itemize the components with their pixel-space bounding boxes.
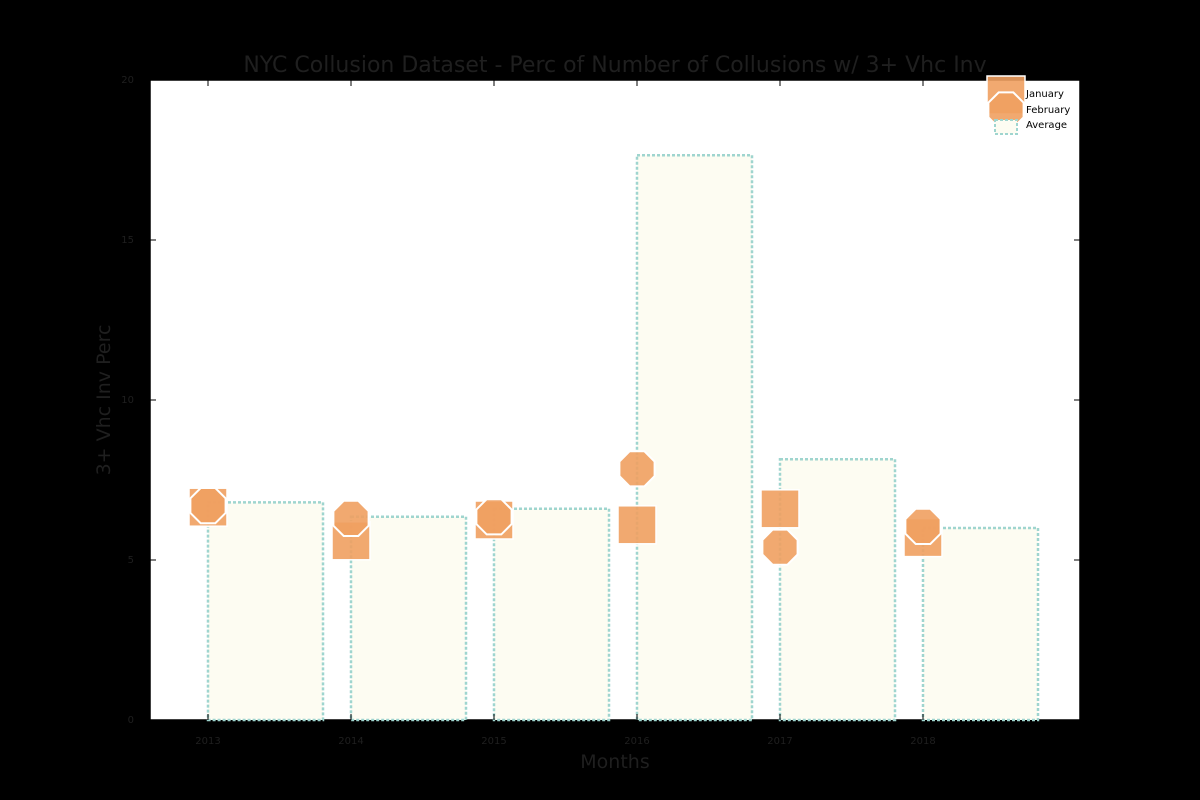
legend-label-average: Average	[1026, 120, 1068, 131]
y-tick-label: 0	[127, 715, 134, 726]
marker-january-2016	[618, 506, 656, 544]
bar-average-2013	[208, 502, 323, 720]
marker-february-2016	[619, 451, 654, 486]
legend-label-january: January	[1026, 89, 1064, 100]
x-tick-label: 2014	[338, 736, 364, 747]
legend-label-february: February	[1026, 105, 1071, 116]
legend	[984, 76, 1072, 136]
marker-february-2018	[905, 509, 940, 544]
chart-title: NYC Collusion Dataset - Perc of Number of Collusions w/ 3+ Vhc Inv	[243, 53, 987, 78]
y-axis-label: 3+ Vhc Inv Perc	[93, 324, 115, 476]
x-axis-label: Months	[580, 751, 650, 773]
marker-february-2013	[190, 488, 225, 523]
x-tick-label: 2017	[767, 736, 793, 747]
marker-february-2017	[762, 530, 797, 565]
x-tick-label: 2018	[910, 736, 936, 747]
y-tick-label: 20	[121, 75, 134, 86]
legend-handle-average	[995, 120, 1017, 134]
x-tick-label: 2016	[624, 736, 650, 747]
x-tick-label: 2013	[195, 736, 221, 747]
y-tick-label: 15	[121, 235, 134, 246]
y-tick-label: 5	[127, 555, 134, 566]
bar-average-2016	[637, 155, 752, 720]
marker-february-2014	[333, 501, 368, 536]
x-tick-label: 2015	[481, 736, 507, 747]
marker-january-2017	[761, 490, 799, 528]
bar-average-2015	[494, 509, 609, 720]
marker-february-2015	[476, 499, 511, 534]
y-tick-label: 10	[121, 395, 134, 406]
